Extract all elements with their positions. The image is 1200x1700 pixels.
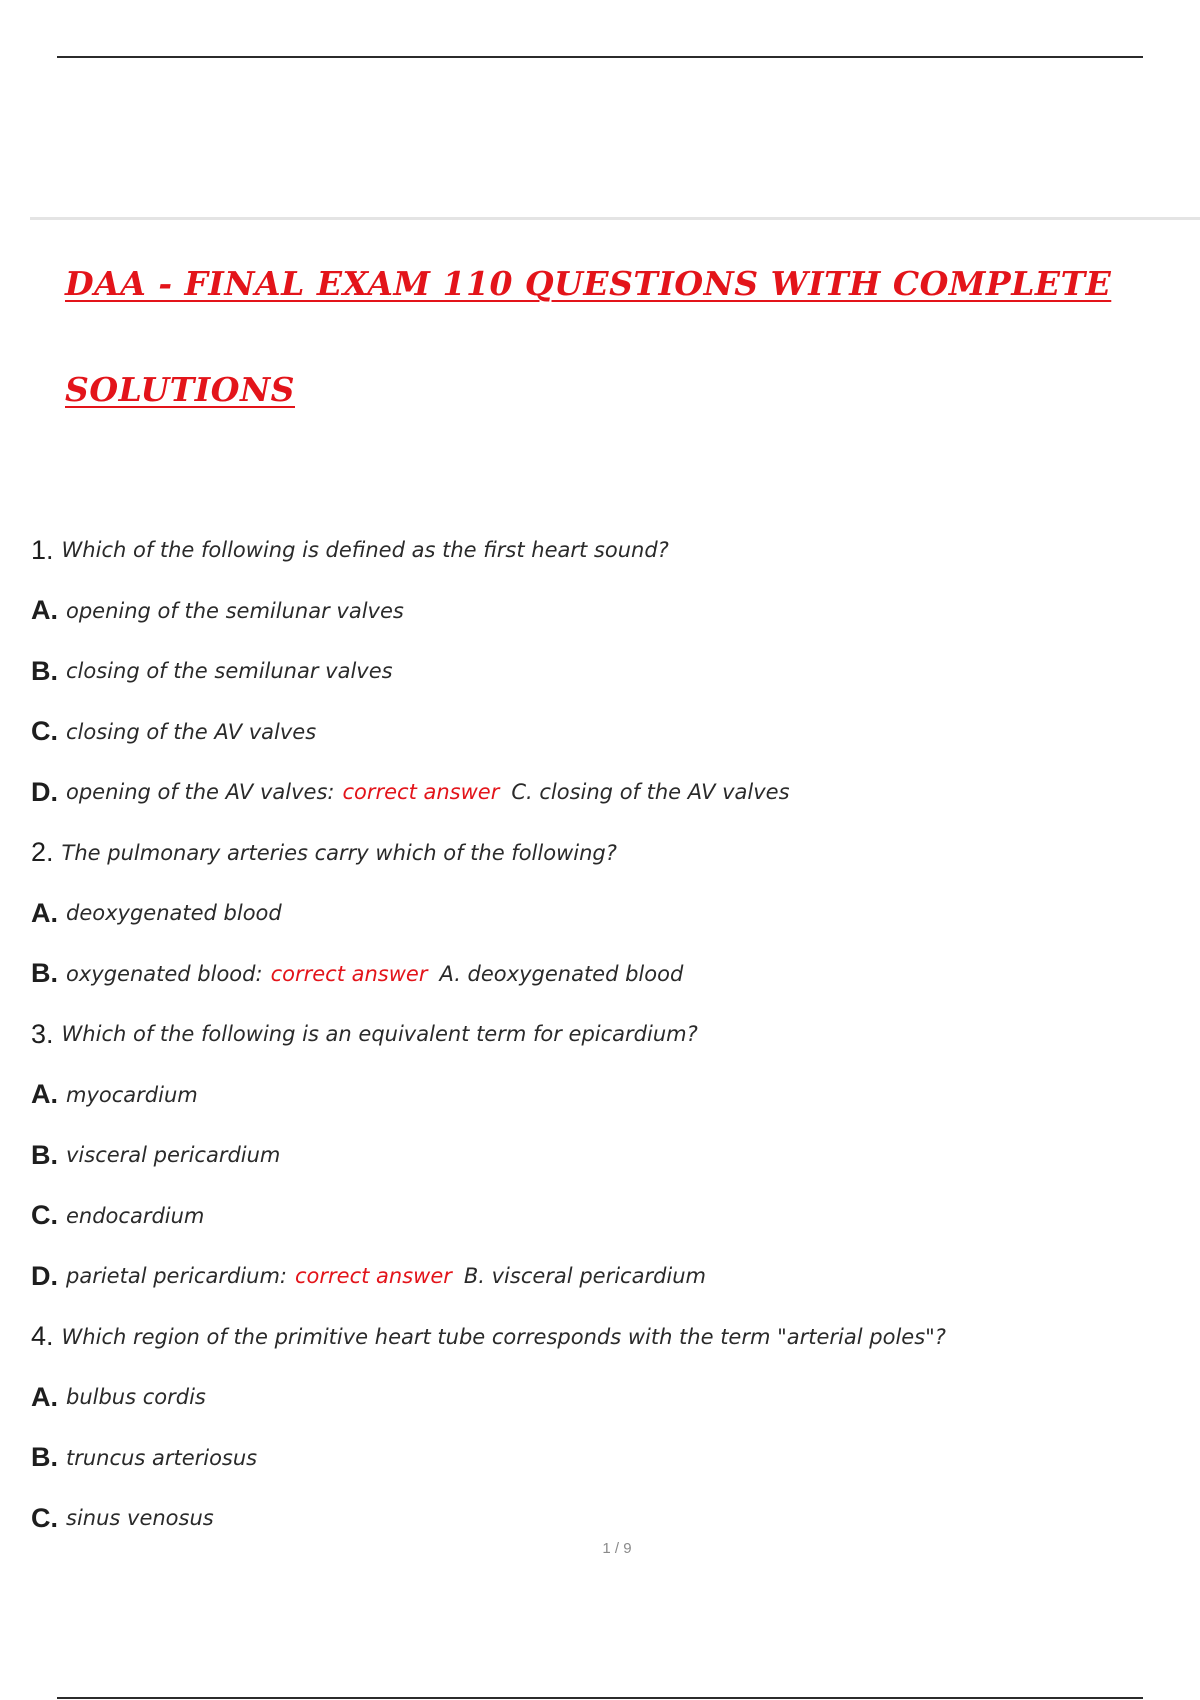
- option-text: oxygenated blood:: [66, 961, 263, 986]
- option-text: closing of the AV valves: [66, 719, 317, 744]
- option-row: [31, 1367, 1161, 1428]
- option-letter: D.: [31, 1260, 58, 1291]
- header-separator: [30, 217, 1200, 220]
- question-list: [31, 520, 1161, 1549]
- option-letter: A.: [31, 1381, 58, 1412]
- question-number: 2.: [31, 837, 54, 868]
- question-text: The pulmonary arteries carry which of the following?: [61, 840, 617, 865]
- option-row: [31, 702, 1161, 763]
- option-text: sinus venosus: [66, 1506, 214, 1531]
- correct-answer-label: correct answer: [270, 961, 428, 986]
- option-letter: C.: [31, 1200, 58, 1231]
- correct-answer-text: B. visceral pericardium: [463, 1264, 707, 1289]
- question-number: 3.: [31, 1018, 54, 1049]
- option-text: truncus arteriosus: [66, 1445, 258, 1470]
- bottom-rule: [57, 1697, 1143, 1699]
- option-letter: A.: [31, 1079, 58, 1110]
- option-text: parietal pericardium:: [66, 1264, 287, 1289]
- option-letter: A.: [31, 897, 58, 928]
- option-row: [31, 883, 1161, 944]
- correct-answer-label: correct answer: [294, 1264, 452, 1289]
- question-text: Which region of the primitive heart tube corresponds with the term "arterial poles"?: [61, 1324, 946, 1349]
- option-text: deoxygenated blood: [66, 901, 282, 926]
- question-text: Which of the following is defined as the first heart sound?: [61, 538, 669, 563]
- option-row: [31, 581, 1161, 642]
- option-text: bulbus cordis: [66, 1385, 206, 1410]
- option-row: [31, 1125, 1161, 1186]
- option-text: opening of the AV valves:: [66, 780, 335, 805]
- question-number: 4.: [31, 1321, 54, 1352]
- option-letter: B.: [31, 1139, 58, 1170]
- option-letter: B.: [31, 655, 58, 686]
- correct-answer-label: correct answer: [342, 780, 500, 805]
- question-text: Which of the following is an equivalent term for epicardium?: [61, 1022, 698, 1047]
- question-number: 1.: [31, 534, 54, 565]
- document-title-line-2: SOLUTIONS: [65, 370, 295, 409]
- page-indicator: 1 / 9: [602, 1540, 632, 1557]
- option-row: [31, 1065, 1161, 1126]
- option-row: [31, 1428, 1161, 1489]
- question-row: [31, 823, 1161, 884]
- question-row: [31, 1004, 1161, 1065]
- option-row: [31, 641, 1161, 702]
- option-text: opening of the semilunar valves: [66, 598, 404, 623]
- option-row-with-answer: [31, 1246, 1161, 1307]
- option-letter: C.: [31, 716, 58, 747]
- option-text: myocardium: [66, 1082, 198, 1107]
- correct-answer-text: C. closing of the AV valves: [511, 780, 790, 805]
- option-row-with-answer: [31, 762, 1161, 823]
- option-row-with-answer: [31, 944, 1161, 1005]
- document-title-line-1: DAA - FINAL EXAM 110 QUESTIONS WITH COMPLETE: [65, 264, 1112, 303]
- option-text: visceral pericardium: [66, 1143, 281, 1168]
- option-text: closing of the semilunar valves: [66, 659, 393, 684]
- option-letter: B.: [31, 1442, 58, 1473]
- option-text: endocardium: [66, 1203, 205, 1228]
- top-rule: [57, 56, 1143, 58]
- option-letter: C.: [31, 1502, 58, 1533]
- option-letter: D.: [31, 776, 58, 807]
- question-row: [31, 1307, 1161, 1368]
- correct-answer-text: A. deoxygenated blood: [439, 961, 684, 986]
- option-letter: A.: [31, 595, 58, 626]
- option-letter: B.: [31, 958, 58, 989]
- option-row: [31, 1186, 1161, 1247]
- question-row: [31, 520, 1161, 581]
